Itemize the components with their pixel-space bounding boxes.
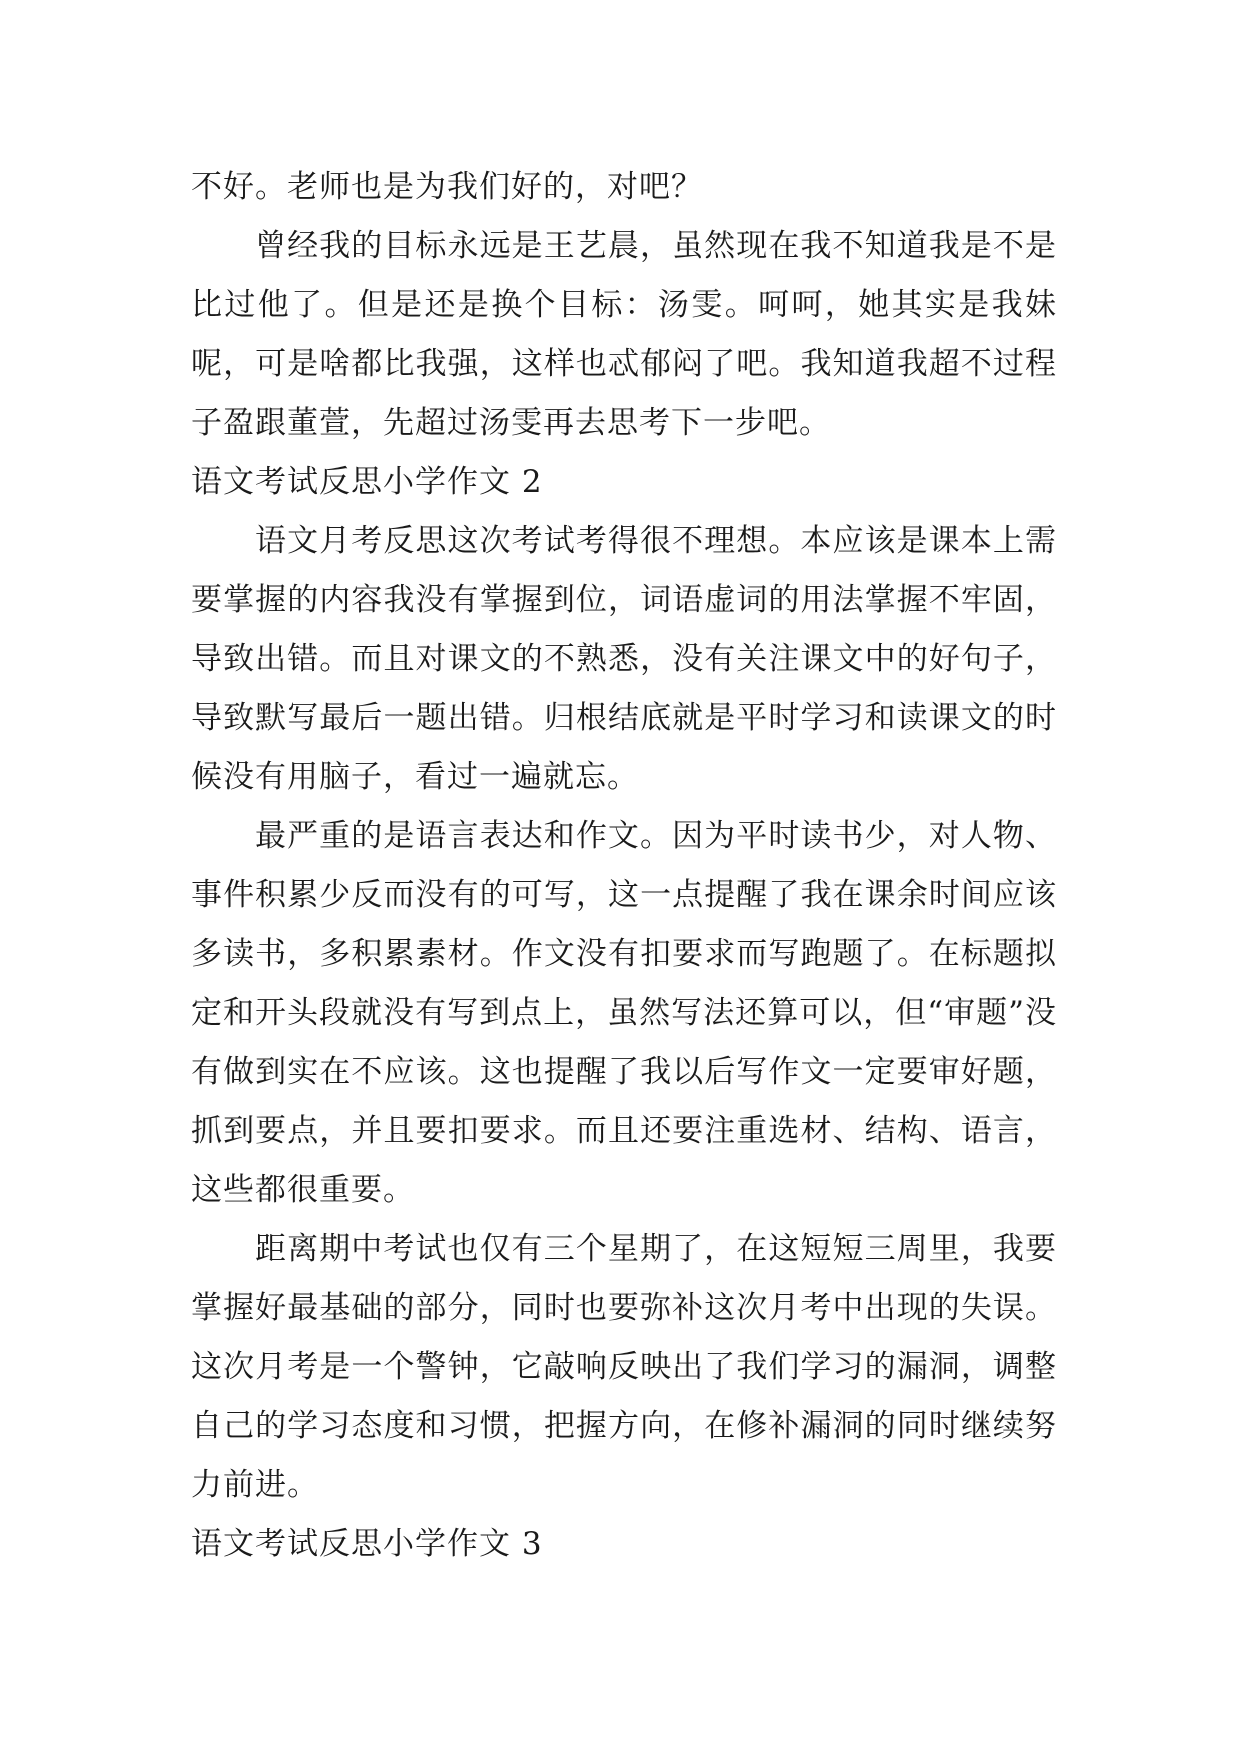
paragraph-1: 不好。老师也是为我们好的，对吧？ <box>191 169 703 205</box>
section-heading-2: 语文考试反思小学作文 2 <box>191 464 543 500</box>
document-page <box>191 158 1057 1574</box>
paragraph-4: 最严重的是语言表达和作文。因为平时读书少，对人物、事件积累少反而没有的可写，这一点提醒了我在课余时间应该多读书，多积累素材。作文没有扣要求而写跑题了。在标题拟定和开头段就没有写到点上，虽然写法还算可以，但“审题”没有做到实在不应该。这也提醒了我以后写作文一定要审好题，抓到要点，并且要扣要求。而且还要注重选材、结构、语言，这些都很重要。 <box>191 818 1057 1208</box>
paragraph-2: 曾经我的目标永远是王艺晨，虽然现在我不知道我是不是比过他了。但是还是换个目标：汤雯。呵呵，她其实是我妹呢，可是啥都比我强，这样也忒郁闷了吧。我知道我超不过程子盈跟董萱，先超过汤雯再去思考下一步吧。 <box>191 228 1057 441</box>
paragraph-5: 距离期中考试也仅有三个星期了，在这短短三周里，我要掌握好最基础的部分，同时也要弥补这次月考中出现的失误。这次月考是一个警钟，它敲响反映出了我们学习的漏洞，调整自己的学习态度和习惯，把握方向，在修补漏洞的同时继续努力前进。 <box>191 1231 1057 1503</box>
paragraph-3: 语文月考反思这次考试考得很不理想。本应该是课本上需要掌握的内容我没有掌握到位，词语虚词的用法掌握不牢固，导致出错。而且对课文的不熟悉，没有关注课文中的好句子，导致默写最后一题出错。归根结底就是平时学习和读课文的时候没有用脑子，看过一遍就忘。 <box>191 523 1057 795</box>
section-heading-3: 语文考试反思小学作文 3 <box>191 1526 543 1562</box>
